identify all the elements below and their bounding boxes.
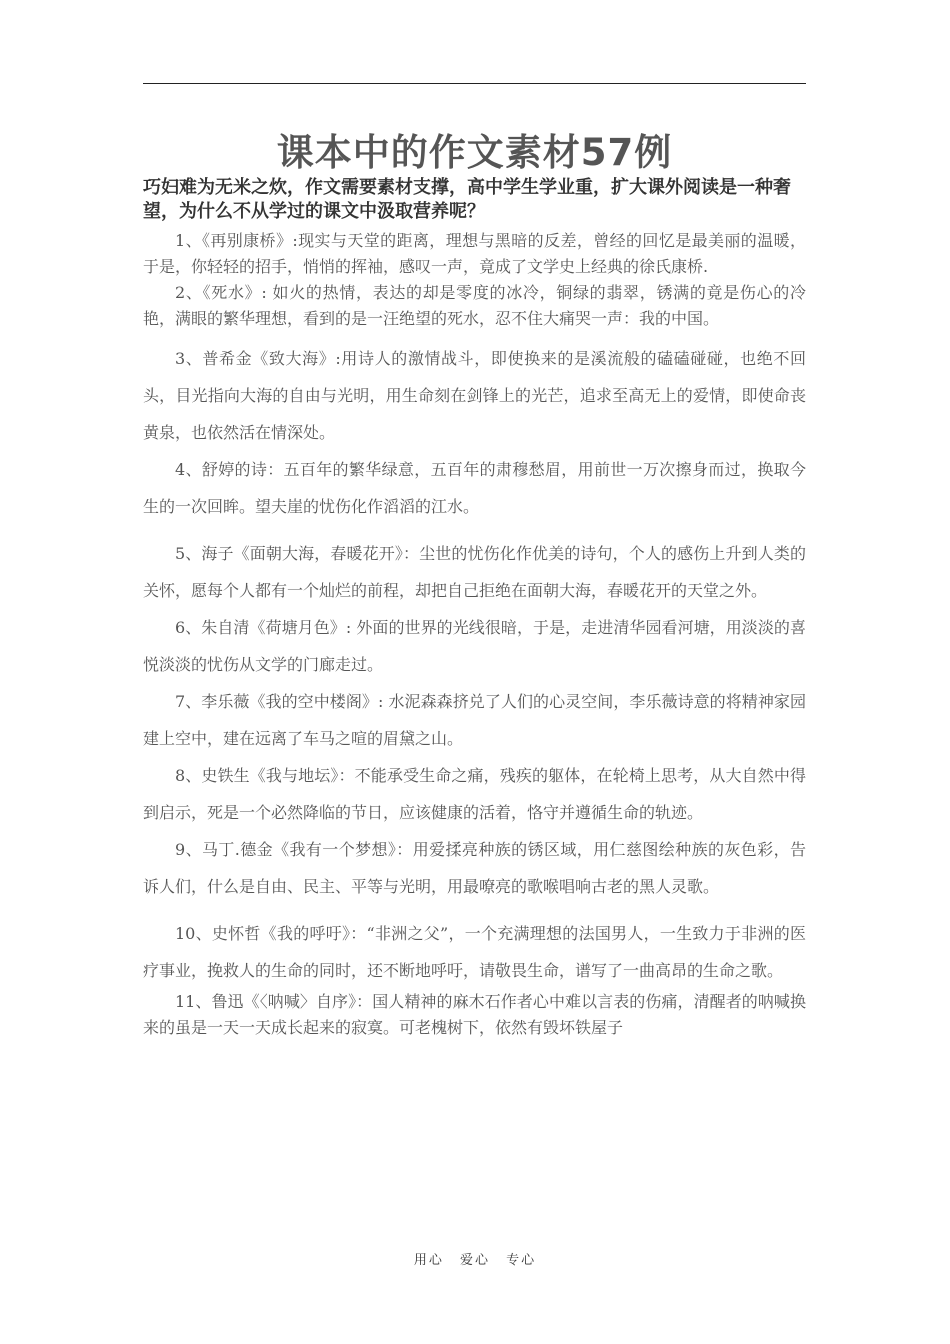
list-item: 10、史怀哲《我的呼吁》：“非洲之父”，一个充满理想的法国男人，一生致力于非洲的医疗事业，挽救人的生命的同时，还不断地呼吁，请敬畏生命，谱写了一曲高昂的生命之歌。 bbox=[143, 924, 806, 980]
list-item: 1、《再别康桥》:现实与天堂的距离，理想与黑暗的反差，曾经的回忆是最美丽的温暖，于是，你轻轻的招手，悄悄的挥袖，感叹一声，竟成了文学史上经典的徐氏康桥. bbox=[143, 231, 806, 276]
list-item: 3、普希金《致大海》:用诗人的激情战斗，即使换来的是溪流般的磕磕碰碰，也绝不回头，目光指向大海的自由与光明，用生命刻在剑锋上的光芒，追求至高无上的爱情，即使命丧黄泉，也依然活在情深处。 bbox=[143, 349, 806, 442]
intro-paragraph: 巧妇难为无米之炊，作文需要素材支撑，高中学生学业重，扩大课外阅读是一种奢望，为什么不从学过的课文中汲取营养呢？ bbox=[143, 177, 791, 222]
article-body bbox=[143, 228, 806, 1041]
list-item: 5、海子《面朝大海，春暖花开》：尘世的忧伤化作优美的诗句，个人的感伤上升到人类的关怀，愿每个人都有一个灿烂的前程，却把自己拒绝在面朝大海，春暖花开的天堂之外。 bbox=[143, 544, 806, 600]
page-title: 课本中的作文素材57例 bbox=[276, 131, 673, 174]
list-item: 11、鲁迅《〈呐喊〉自序》：国人精神的麻木石作者心中难以言表的伤痛，清醒者的呐喊换来的虽是一天一天成长起来的寂寞。可老槐树下，依然有毁坏铁屋子 bbox=[143, 992, 806, 1037]
list-item: 2、《死水》: 如火的热情，表达的却是零度的冰冷，铜绿的翡翠，锈满的竟是伤心的冷艳，满眼的繁华理想，看到的是一汪绝望的死水，忍不住大痛哭一声：我的中国。 bbox=[143, 283, 806, 328]
list-item: 8、史铁生《我与地坛》：不能承受生命之痛，残疾的躯体，在轮椅上思考，从大自然中得到启示，死是一个必然降临的节日，应该健康的活着，恪守并遵循生命的轨迹。 bbox=[143, 766, 806, 822]
header-rule bbox=[143, 83, 806, 84]
list-item: 7、李乐薇《我的空中楼阁》: 水泥森森挤兑了人们的心灵空间，李乐薇诗意的将精神家园建上空中，建在远离了车马之喧的眉黛之山。 bbox=[143, 692, 806, 748]
list-item: 9、马丁.德金《我有一个梦想》：用爱揉亮种族的锈区域，用仁慈图绘种族的灰色彩，告诉人们，什么是自由、民主、平等与光明，用最嘹亮的歌喉唱响古老的黑人灵歌。 bbox=[143, 840, 806, 896]
list-item: 6、朱自清《荷塘月色》: 外面的世界的光线很暗，于是，走进清华园看河塘，用淡淡的喜悦淡淡的忧伤从文学的门廊走过。 bbox=[143, 618, 806, 674]
list-item: 4、舒婷的诗：五百年的繁华绿意，五百年的肃穆愁眉，用前世一万次擦身而过，换取今生的一次回眸。望夫崖的忧伤化作滔滔的江水。 bbox=[143, 460, 806, 516]
page-footer: 用心 爱心 专心 bbox=[413, 1253, 537, 1268]
